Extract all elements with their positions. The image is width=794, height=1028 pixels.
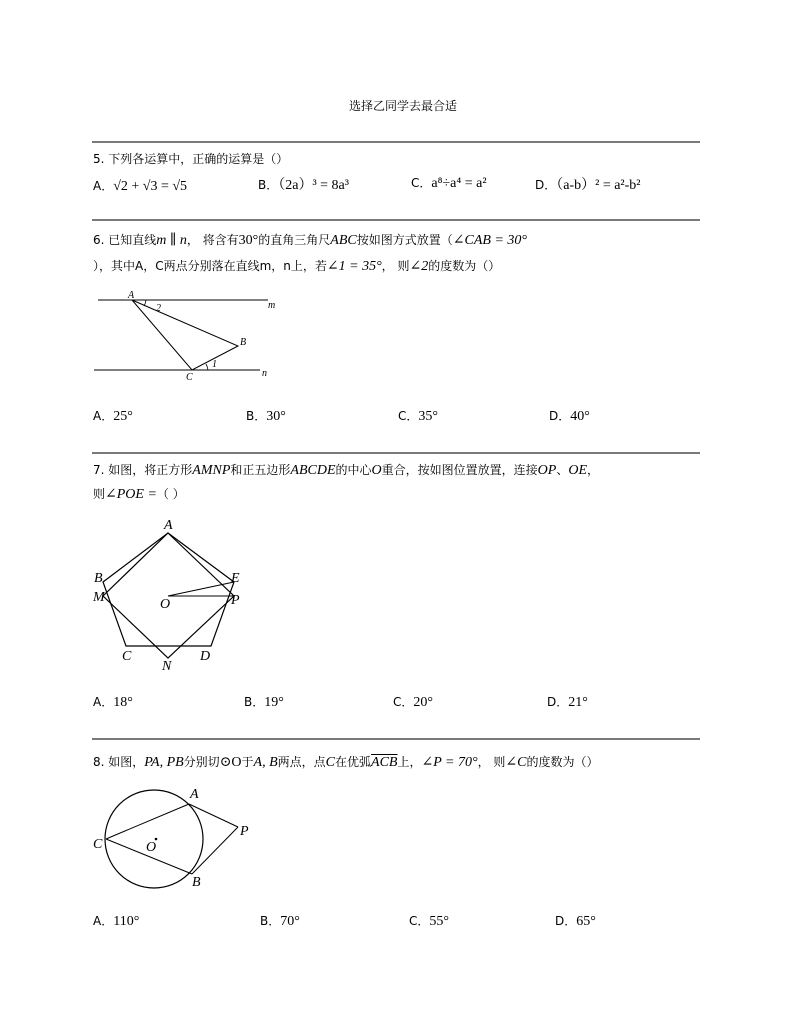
tangent-pb	[192, 827, 238, 874]
q7-option-d[interactable]: D．21°	[547, 695, 588, 710]
q5-stem: 5. 下列各运算中，正确的运算是（）	[93, 152, 289, 166]
q5-option-c[interactable]: C．a⁸÷a⁴ = a²	[411, 176, 487, 191]
q8-option-c[interactable]: C．55°	[409, 914, 449, 929]
q7-stem-line2: 则∠POE =（ ）	[93, 487, 185, 502]
q8-option-b[interactable]: B．70°	[260, 914, 300, 929]
label-D: D	[200, 649, 211, 664]
label-M: M	[93, 590, 105, 605]
label-2: 2	[156, 303, 161, 314]
segment-ca	[106, 804, 189, 839]
section-divider	[92, 452, 700, 454]
label-C: C	[122, 649, 132, 664]
q7-figure	[88, 516, 258, 676]
section-divider	[92, 141, 700, 143]
label-E: E	[231, 571, 240, 586]
q8-stem: 8. 如图，PA, PB分别切⊙O于A, B两点，点C在优弧$\overline{ACB}$上，∠P = 70°， 则∠C的度数为（）	[93, 755, 599, 770]
label-P: P	[231, 593, 240, 608]
label-1: 1	[212, 359, 217, 370]
q6-option-d[interactable]: D．40°	[549, 409, 590, 424]
angle-1-arc	[206, 364, 208, 370]
q7-option-c[interactable]: C．20°	[393, 695, 433, 710]
q6-option-c[interactable]: C．35°	[398, 409, 438, 424]
label-m: m	[268, 300, 276, 311]
section-divider	[92, 738, 700, 740]
label-A: A	[164, 518, 173, 533]
section-divider	[92, 219, 700, 221]
q6-stem-line1: 6. 已知直线m ∥ n， 将含有30°的直角三角尺ABC按如图方式放置（∠CAB = 30°	[93, 233, 527, 248]
label-O: O	[160, 597, 171, 612]
q7-option-a[interactable]: A．18°	[93, 695, 133, 710]
triangle-abc	[132, 300, 238, 370]
label-B: B	[94, 571, 103, 586]
q5-option-d[interactable]: D．（a-b）² = a²-b²	[535, 178, 641, 193]
label-A: A	[128, 290, 135, 301]
label-O: O	[146, 840, 157, 855]
label-A: A	[190, 787, 199, 802]
q6-option-b[interactable]: B．30°	[246, 409, 286, 424]
label-B: B	[240, 337, 247, 348]
label-C: C	[93, 837, 103, 852]
q6-option-a[interactable]: A．25°	[93, 409, 133, 424]
page-title: 选择乙同学去最合适	[349, 99, 458, 113]
q5-option-b[interactable]: B．（2a）³ = 8a³	[258, 178, 349, 193]
label-N: N	[162, 659, 172, 674]
label-B: B	[192, 875, 201, 890]
q8-option-a[interactable]: A．110°	[93, 914, 140, 929]
label-P: P	[240, 824, 249, 839]
q6-stem-line2: ），其中A，C两点分别落在直线m，n上，若∠1 = 35°， 则∠2的度数为（）	[93, 259, 501, 274]
q5-option-a[interactable]: A．√2 + √3 = √5	[93, 179, 188, 194]
q7-stem-line1: 7. 如图，将正方形AMNP和正五边形ABCDE的中心O重合，按如图位置放置，连接OP、OE，	[93, 463, 600, 478]
q7-option-b[interactable]: B．19°	[244, 695, 284, 710]
q8-figure	[88, 782, 268, 897]
label-C: C	[186, 372, 193, 383]
q6-figure	[90, 288, 290, 388]
label-n: n	[262, 368, 267, 379]
pentagon-abcde	[103, 533, 234, 646]
segment-oe	[168, 582, 234, 596]
q8-option-d[interactable]: D．65°	[555, 914, 596, 929]
